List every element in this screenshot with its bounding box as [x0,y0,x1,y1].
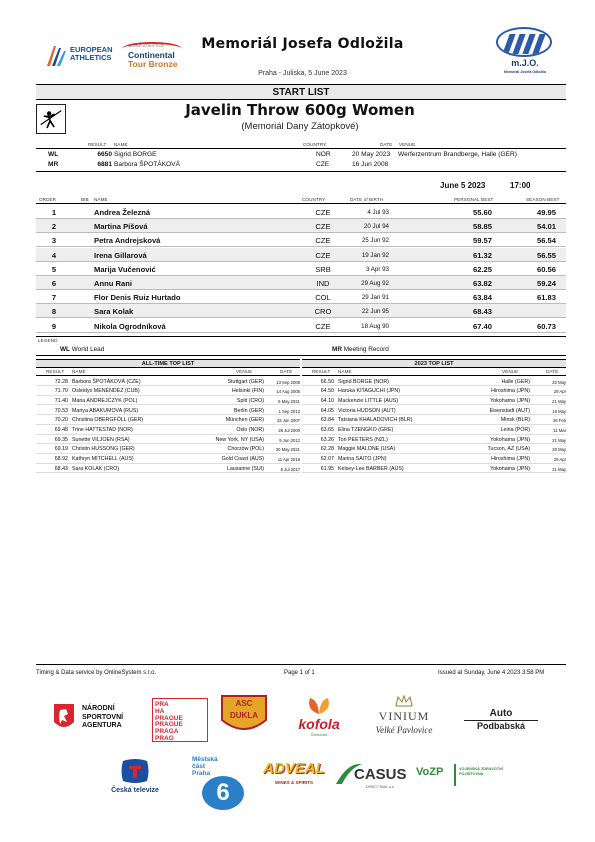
toplist-venue: Hiroshima (JPN) [491,388,530,395]
page-subtitle: Praha - Juliska, 5 June 2023 [258,70,347,77]
athlete-name: Marija Vučenović [94,264,156,274]
mjo-logo [494,27,556,79]
toplist-date: 21 May [552,466,566,472]
toplist-2023-header-name: NAME [338,369,352,374]
toplist-row [36,445,300,454]
toplist-athlete: Haruka KITAGUCHI (JPN) [338,388,401,395]
toplist-athlete: Sara KOLAK (CRO) [72,465,120,472]
record-country: NOR [316,151,331,158]
toplist-date: 9 May 2021 [278,398,300,404]
nsa-line1: NÁRODNÍ [82,705,115,712]
page-title: Memoriál Josefa Odložila [201,36,404,52]
records-header-country: COUNTRY [303,142,327,147]
ceska-televize-label: Česká televize [111,787,159,794]
toplist-venue: Lausanne (SUI) [226,465,264,472]
praha6-line2: část [192,763,206,770]
toplist-row [36,406,300,415]
toplist-date: 6 Jul 2017 [280,466,300,472]
toplist-row [36,387,300,396]
startlist-header-pb: PERSONAL BEST [454,197,494,202]
toplist-venue: Yokohama (JPN) [490,465,530,472]
toplist-row [302,416,566,425]
toplist-date: 21 May [552,437,566,443]
kofola-label: kofola [298,716,340,732]
toplist-result: 69.19 [54,446,68,453]
ea-logo-line1: EUROPEAN [70,45,113,54]
records-header-rule [36,148,566,149]
record-result: 6650 [97,151,112,158]
toplist-venue: Tucson, AZ (USA) [487,446,530,453]
record-name: Sigrid BORGE [114,151,157,158]
athlete-season-best: 54.01 [536,222,556,232]
startlist-header-sb: SEASON BEST [526,197,560,202]
vinium-logo [364,694,444,742]
athlete-name: Flor Denis Ruiz Hurtado [94,293,181,303]
athlete-season-best: 49.95 [536,208,556,217]
mjo-logo-main: m.J.O. [511,58,539,68]
podbabska-label: Podbabská [464,720,538,731]
toplist-row [36,377,300,386]
athlete-personal-best: 59.57 [472,236,492,246]
records-bottom-rule [36,171,566,172]
athlete-order: 4 [51,250,57,260]
toplist-venue: München (GER) [225,417,264,424]
records-header-venue: VENUE [399,142,416,147]
toplist-result: 64.50 [320,388,334,395]
european-athletics-star-icon [44,42,68,68]
toplist-venue: Eisenstadt (AUT) [489,407,530,414]
event-time: 17:00 [510,181,531,190]
toplist-row [36,464,300,473]
toplist-2023-header-result: RESULT [312,369,331,374]
alltime-header-date: DATE [280,369,293,374]
athlete-season-best: 56.54 [536,236,556,246]
asc-dukla-logo [220,694,268,736]
toplist-date: 1 Sep 2013 [278,408,300,414]
toplist-athlete: Tatsiana KHALADOVICH (BLR) [338,417,413,424]
athlete-dob: 25 Jun 92 [361,237,389,245]
auto-podbabska-logo [464,708,538,738]
mjo-oval-icon [496,27,552,57]
praha-cell: PRA [155,701,169,708]
athlete-name: Irena Gillarová [94,250,147,260]
alltime-header-result: RESULT [46,369,65,374]
toplist-date: 21 May [552,398,566,404]
athlete-name: Annu Rani [94,279,132,288]
toplist-2023-header-date: DATE [546,369,559,374]
adveal-sub: WINES & SPIRITS [274,780,313,785]
athlete-name: Sara Kolak [94,307,134,317]
startlist-header-name: NAME [94,197,108,202]
praha6-line3: Praha [192,770,211,777]
toplist-date: 11 Apr 2018 [277,457,300,463]
praha6-line1: Městská [192,756,218,763]
toplist-date: 23 Jun 2007 [276,418,300,424]
athlete-season-best: 59.24 [536,279,556,288]
toplist-row [302,464,566,473]
athlete-order: 8 [51,307,57,317]
startlist-row [36,205,566,219]
athlete-dob: 29 Jan 91 [361,294,389,302]
toplist-result: 68.43 [54,465,68,472]
record-date: 20 May 2023 [352,151,391,158]
toplist-venue: Yokohama (JPN) [490,397,530,404]
vinium-crown-icon [394,694,414,708]
toplist-result: 62.28 [320,446,334,453]
toplist-athlete: Christin HUSSONG (GER) [72,446,135,453]
continental-tour-logo [120,40,185,72]
athlete-season-best: 56.55 [536,250,556,260]
casus-sub: DIRECT MAIL a.s. [366,785,395,789]
toplist-athlete: Kathryn MITCHELL (AUS) [72,456,134,463]
praha-cell: PRAGA [155,728,179,736]
record-venue: Werferzentrum Brandberge, Halle (GER) [398,151,517,158]
legend-item-wl: WL World Lead [60,346,105,353]
athlete-country: IND [316,279,330,288]
casus-label: CASUS [354,766,407,783]
event-name: Javelin Throw 600g Women [185,101,415,119]
toplist-row [302,435,566,444]
athlete-order: 2 [51,222,57,232]
toplist-venue: Leiria (POR) [500,427,530,433]
startlist-row [36,290,566,304]
record-row [36,160,566,170]
athlete-personal-best: 55.60 [472,208,492,217]
athlete-dob: 4 Jul 93 [367,209,389,216]
toplist-2023-header-venue: VENUE [502,369,519,374]
toplist-result: 69.35 [54,436,68,443]
toplist-date: 13 Sep 2008 [276,379,300,385]
toplist-date: 20 May [552,379,566,385]
praha-cell: HA [155,707,165,715]
toplist-result: 71.70 [54,388,68,395]
adveal-logo [256,760,332,790]
toplist-result: 61.95 [320,465,334,472]
nsa-line3: AGENTURA [82,722,122,729]
toplist-row [36,416,300,425]
athlete-country: CZE [315,222,331,232]
toplist-athlete: Marina SAITO (JPN) [338,456,387,463]
athlete-name: Andrea Železná [94,208,151,217]
toplist-athlete: Sigrid BORGE (NOR) [338,378,389,385]
footer-timing-credit: Timing & Data service by OnlineSystem s.r.o. [36,670,157,676]
vozp-logo [416,764,504,790]
legend-label: LEGEND [38,338,58,343]
toplist-athlete: Mariya ABAKUMOVA (RUS) [72,407,139,414]
toplist-venue: Halle (GER) [501,378,530,385]
vozp-label: VoZP [416,766,444,778]
startlist-row [36,319,566,333]
toplist-result: 63.65 [320,427,334,433]
toplist-row [302,396,566,405]
section-title: START LIST [36,84,566,100]
startlist-row [36,219,566,233]
record-row [36,150,566,160]
toplist-venue: Stuttgart (GER) [227,378,264,385]
toplist-result: 68.92 [54,456,68,463]
toplist-result: 71.40 [54,397,68,404]
ea-logo-line2: ATHLETICS [70,53,112,62]
toplist-athlete: Trine HATTESTAD (NOR) [72,427,133,433]
praha-cell: PRAGUE [155,714,183,722]
athlete-order: 9 [51,321,57,331]
nsa-logo [52,700,142,736]
toplist-result: 62.07 [320,456,334,463]
athlete-order: 1 [51,208,57,217]
toplist-row [36,455,300,464]
athlete-personal-best: 63.82 [472,279,492,288]
toplist-athlete: Maria ANDREJCZYK (POL) [72,397,138,404]
toplist-athlete: Kelsey-Lee BARBER (AUS) [338,465,404,472]
toplist-row [302,426,566,435]
alltime-header-venue: VENUE [236,369,253,374]
toplist-venue: New York, NY (USA) [215,436,264,443]
startlist-header-order: ORDER [39,197,57,202]
toplist-athlete: Osleidys MENÉNDEZ (CUB) [72,388,140,395]
toplist-date: 11 Mar [553,428,566,433]
startlist-row [36,262,566,276]
alltime-header [36,368,300,376]
startlist-row [36,233,566,247]
startlist-header [36,196,566,204]
toplist-date: 26 Feb [552,418,566,424]
toplist-row [302,387,566,396]
toplist-venue: Gold Coast (AUS) [221,456,264,463]
athlete-order: 5 [51,264,57,274]
toplist-date: 29 Apr [553,457,566,463]
toplist-date: 28 Jul 2000 [278,428,300,433]
alltime-title: ALL-TIME TOP LIST [36,359,300,368]
toplist-result: 66.50 [320,378,334,385]
praha-logo [152,698,208,742]
footer-issued: Issued at Sunday, June 4 2023 3:58 PM [438,670,545,676]
athlete-country: SRB [315,264,331,274]
athlete-country: CRO [314,307,332,317]
toplist-result: 72.28 [54,378,68,385]
athlete-country: CZE [315,321,331,331]
startlist-row [36,248,566,262]
ceska-televize-logo [104,758,166,800]
athlete-name: Martina Píšová [94,222,148,232]
startlist-row [36,304,566,318]
praha-cell: PRAGUE [155,721,183,729]
adveal-label: ADVEAL [263,760,325,777]
athlete-season-best: 60.73 [536,321,556,331]
toplist-athlete: Maggie MALONE (USA) [338,446,396,453]
athlete-dob: 22 Jun 95 [361,308,389,316]
record-name: Barbora ŠPOTÁKOVÁ [114,161,180,168]
toplist-result: 64.05 [320,407,334,414]
dukla-label: DUKLA [230,711,258,720]
toplist-date: 16 May [552,408,566,414]
toplist-result: 64.10 [320,397,334,404]
athlete-order: 7 [51,293,57,303]
records-header-result: RESULT [88,142,107,147]
auto-label: Auto [489,708,513,719]
czech-lion-icon [52,702,76,734]
athlete-name: Nikola Ogrodníková [94,321,166,331]
athlete-order: 3 [51,236,57,246]
ct-tv-icon [120,758,150,784]
ct-logo-tour: Tour Bronze [128,59,178,69]
athlete-dob: 20 Jul 94 [363,223,389,231]
toplist-row [302,377,566,386]
kofola-logo [290,694,348,742]
toplist-venue: Minsk (BLR) [500,417,530,424]
athlete-country: CZE [315,250,331,260]
toplist-athlete: Tori PEETERS (NZL) [338,436,388,443]
toplist-athlete: Christina OBERGFÖLL (GER) [72,417,144,424]
praha6-logo [192,756,248,810]
toplist-result: 70.53 [54,407,68,414]
legend-item-mr: MR Meeting Record [332,346,389,353]
toplist-result: 70.20 [54,417,68,424]
footer-rule [36,664,566,665]
toplist-date: 30 May 2021 [275,447,300,453]
toplist-result: 63.26 [320,436,334,443]
vinium-script: Velké Pavlovice [375,725,433,735]
javelin-thrower-icon [36,104,66,134]
record-result: 6881 [97,161,112,168]
record-date: 16 Jun 2008 [352,161,389,168]
toplist-venue: Helsinki (FIN) [231,388,264,395]
toplist-row [36,435,300,444]
record-code: MR [48,161,59,168]
toplist-date: 9 Jun 2012 [279,437,300,443]
praha-cell: PRAG [155,734,174,742]
kofola-leaf-icon [304,694,334,716]
ct-logo-small: WORLD ATHLETICS [128,44,164,48]
european-athletics-logo [44,42,119,70]
toplist-row [36,396,300,405]
event-date: June 5 2023 [440,181,486,190]
kofola-sub: Čeříkovice [310,733,328,737]
legend [36,336,566,356]
toplist-venue: Chorzów (POL) [227,446,264,453]
toplist-venue: Split (CRO) [236,397,264,404]
athlete-personal-best: 62.25 [472,264,492,274]
toplist-2023-title: 2023 TOP LIST [302,359,566,368]
toplist-row [36,426,300,435]
vozp-sub: VOJENSKÁ ZDRAVOTNÍ POJIŠŤOVNA [459,767,503,776]
toplist-result: 69.48 [54,427,68,433]
toplist-athlete: Sunette VILJOEN (RSA) [72,436,130,443]
athlete-season-best: 60.56 [536,264,556,274]
athlete-dob: 29 Aug 92 [361,280,389,287]
startlist-header-bib: BIB [81,197,89,202]
toplist-2023-header [302,368,566,376]
athlete-season-best: 61.83 [536,293,556,303]
record-country: CZE [316,161,330,168]
nsa-line2: SPORTOVNÍ [82,713,124,721]
startlist-row [36,276,566,290]
event-subtitle: (Memoriál Dany Zátopkové) [241,121,359,132]
ct-logo-main: Continental [128,50,175,60]
toplist-date: 14 Aug 2005 [276,389,300,395]
praha6-number: 6 [202,776,244,810]
athlete-dob: 19 Jan 92 [361,251,389,259]
toplist-date: 29 Apr [553,389,566,395]
record-code: WL [48,151,59,158]
startlist-header-dob: DATE of BIRTH [350,197,384,202]
toplist-venue: Hiroshima (JPN) [491,456,530,463]
toplist-venue: Berlin (GER) [233,407,264,414]
mjo-logo-sub: Memoriál Josefa Odložila [503,70,546,74]
athlete-personal-best: 67.40 [472,321,492,331]
toplist-row [302,445,566,454]
athlete-personal-best: 61.32 [472,250,492,260]
startlist-header-country: COUNTRY [302,197,326,202]
casus-logo [334,758,410,794]
alltime-header-name: NAME [72,369,86,374]
athlete-order: 6 [51,279,57,288]
records-header-name: NAME [114,142,128,147]
toplist-athlete: Elina TZENGKO (GRE) [338,427,394,433]
athlete-personal-best: 68.43 [472,307,492,317]
toplist-venue: Yokohama (JPN) [490,436,530,443]
toplist-athlete: Victoria HUDSON (AUT) [338,407,396,414]
toplist-athlete: Mackenzie LITTLE (AUS) [338,397,399,404]
footer-page-number: Page 1 of 1 [284,670,315,676]
toplist-result: 63.84 [320,417,334,424]
athlete-personal-best: 63.84 [472,293,492,303]
athlete-country: CZE [315,208,331,217]
asc-label: ASC [235,699,253,708]
vinium-label: VINIUM [378,709,430,723]
toplist-venue: Oslo (NOR) [236,427,264,433]
athlete-dob: 18 Aug 90 [361,322,389,330]
athlete-country: CZE [315,236,331,246]
athlete-personal-best: 58.85 [472,222,492,232]
toplist-athlete: Barbora ŠPOTÁKOVÁ (CZE) [72,378,141,385]
athlete-dob: 3 Apr 93 [365,265,389,273]
toplist-date: 20 May [552,447,566,453]
records-header-date: DATE [380,142,393,147]
toplist-row [302,455,566,464]
toplist-row [302,406,566,415]
athlete-country: COL [315,293,331,303]
vozp-divider [454,764,456,786]
athlete-name: Petra Andrejsková [94,236,161,246]
